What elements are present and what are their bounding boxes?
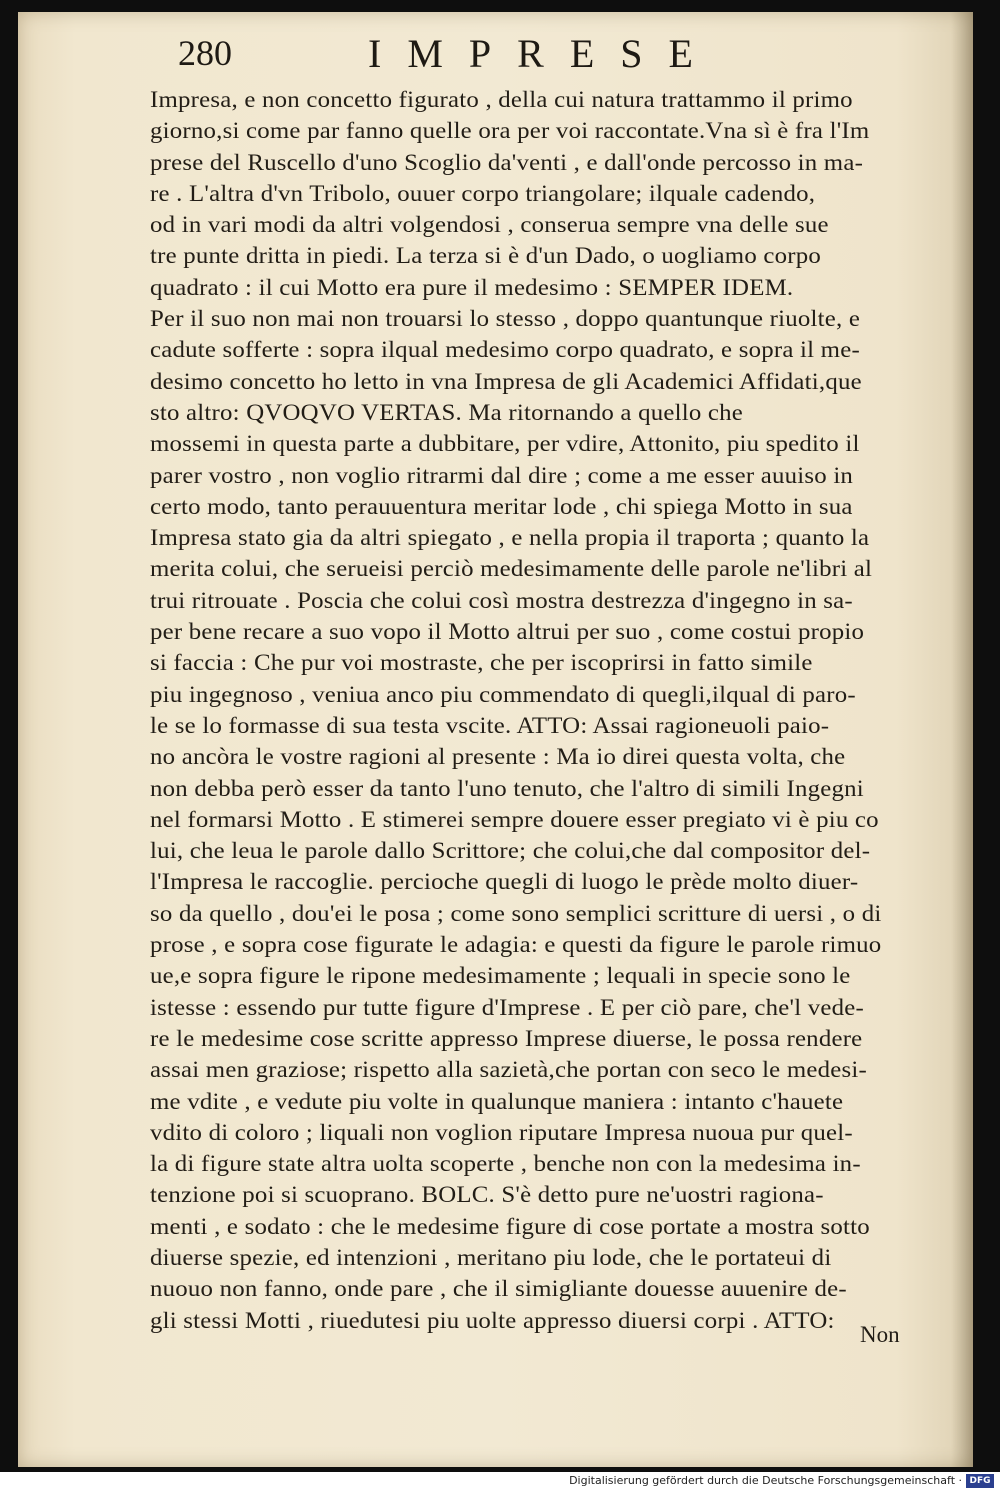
text-line: od in vari modi da altri volgendosi , conserua sempre vna delle sue <box>150 212 829 238</box>
text-line: giorno,si come par fanno quelle ora per voi raccontate.Vna sì è fra l'Im <box>150 118 870 144</box>
footer-bar <box>0 1472 1000 1491</box>
text-line: tenzione poi si scuoprano. BOLC. S'è detto pure ne'uostri ragiona- <box>150 1182 824 1208</box>
dfg-logo-icon: DFG <box>966 1474 994 1488</box>
text-line: menti , e sodato : che le medesime figure di cose portate a mostra sotto <box>150 1213 870 1239</box>
text-line: piu ingegnoso , veniua anco piu commendato di quegli,ilqual di paro- <box>150 681 856 707</box>
running-title: IMPRESE <box>368 31 719 76</box>
text-line: lui, che leua le parole dallo Scrittore; che colui,che dal compositor del- <box>150 838 871 864</box>
text-line: certo modo, tanto perauuentura meritar lode , chi spiega Motto in sua <box>150 493 853 519</box>
text-line: no ancòra le vostre ragioni al presente : Ma io direi questa volta, che <box>150 744 846 770</box>
text-line: le se lo formasse di sua testa vscite. ATTO: Assai ragioneuoli paio- <box>150 712 830 738</box>
text-line: non debba però esser da tanto l'uno tenuto, che l'altro di simili Ingegni <box>150 775 864 801</box>
text-line: gli stessi Motti , riuedutesi piu uolte appresso diuersi corpi . ATTO: <box>150 1307 835 1333</box>
text-line: me vdite , e vedute piu volte in qualunque maniera : intanto c'hauete <box>150 1088 844 1114</box>
page-number: 280 <box>178 33 232 73</box>
text-line: la di figure state altra uolta scoperte , benche non con la medesima in- <box>150 1151 861 1177</box>
text-line: re . L'altra d'vn Tribolo, ouuer corpo triangolare; ilquale cadendo, <box>150 180 816 206</box>
text-line: so da quello , dou'ei le posa ; come sono semplici scritture di uersi , o di <box>150 900 882 926</box>
text-line: Impresa, e non concetto figurato , della cui natura trattammo il primo <box>150 87 853 112</box>
text-line: cadute sofferte : sopra ilqual medesimo corpo quadrato, e sopra il me- <box>150 337 860 363</box>
text-line: prese del Ruscello d'uno Scoglio da'venti , e dall'onde percosso in ma- <box>150 149 864 175</box>
text-line: prose , e sopra cose figurate le adagia: e questi da figure le parole rimuo <box>150 932 882 958</box>
text-line: istesse : essendo pur tutte figure d'Imprese . E per ciò pare, che'l vede- <box>150 994 864 1020</box>
text-line: si faccia : Che pur voi mostraste, che per iscoprirsi in fatto simile <box>150 650 813 676</box>
catchword: Non <box>860 1322 900 1347</box>
text-line: trui ritrouate . Poscia che colui così mostra destrezza d'ingegno in sa- <box>150 587 853 613</box>
page-header <box>178 32 898 82</box>
text-line: quadrato : il cui Motto era pure il medesimo : SEMPER IDEM. <box>150 274 794 300</box>
text-line: tre punte dritta in piedi. La terza si è d'un Dado, o uogliamo corpo <box>150 243 822 269</box>
text-line: mossemi in questa parte a dubbitare, per vdire, Attonito, piu spedito il <box>150 431 860 457</box>
text-line: sto altro: QVOQVO VERTAS. Ma ritornando a quello che <box>150 399 744 425</box>
text-line: Per il suo non mai non trouarsi lo stesso , doppo quantunque riuolte, e <box>150 306 861 332</box>
text-line: vdito di coloro ; liquali non voglion riputare Impresa nuoua pur quel- <box>150 1119 853 1145</box>
text-line: re le medesime cose scritte appresso Imprese diuerse, le possa rendere <box>150 1025 863 1051</box>
text-line: nel formarsi Motto . E stimerei sempre douere esser pregiato vi è piu co <box>150 806 879 832</box>
text-line: assai men graziose; rispetto alla sazietà,che portan con seco le medesi- <box>150 1057 868 1083</box>
text-line: parer vostro , non voglio ritrarmi dal dire ; come a me esser auuiso in <box>150 462 854 488</box>
text-line: diuerse spezie, ed intenzioni , meritano piu lode, che le portateui di <box>150 1244 832 1270</box>
text-line: merita colui, che serueisi perciò medesimamente delle parole ne'libri al <box>150 556 873 582</box>
text-line: ue,e sopra figure le ripone medesimamente ; lequali in specie sono le <box>150 963 851 989</box>
text-line: l'Impresa le raccoglie. percioche quegli di luogo le prède molto diuer- <box>150 869 859 895</box>
text-line: desimo concetto ho letto in vna Impresa de gli Academici Affidati,que <box>150 368 862 394</box>
text-line: per bene recare a suo vopo il Motto altrui per suo , come costui propio <box>150 619 865 645</box>
text-line: nuouo non fanno, onde pare , che il simigliante douesse auuenire de- <box>150 1276 847 1302</box>
funding-credit: Digitalisierung gefördert durch die Deutsche Forschungsgemeinschaft · <box>569 1474 962 1487</box>
body-text <box>150 84 935 1336</box>
text-line: Impresa stato gia da altri spiegato , e nella propia il traporta ; quanto la <box>150 525 870 551</box>
